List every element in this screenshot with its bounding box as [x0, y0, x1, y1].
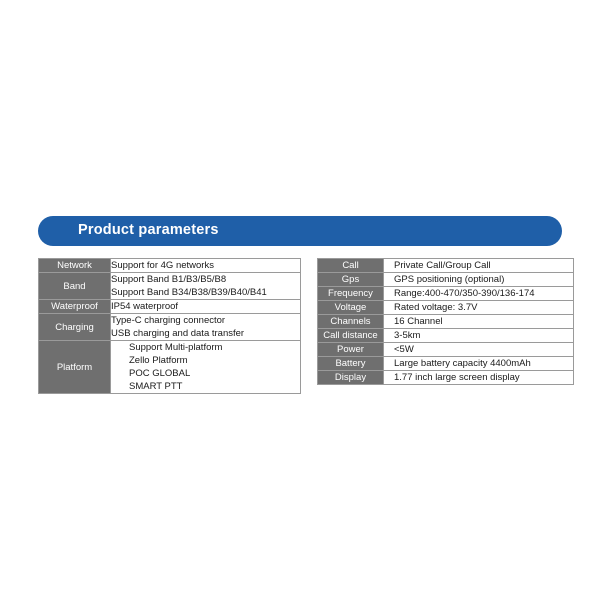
table-row [39, 259, 301, 273]
parameters-tables [38, 258, 572, 394]
spec-value-line: Support Band B1/B3/B5/B8 [111, 274, 227, 285]
spec-value [384, 343, 574, 357]
spec-label: Call [318, 259, 384, 273]
table-row [39, 314, 301, 341]
spec-label: Voltage [318, 301, 384, 315]
spec-value-line: 3-5km [394, 330, 421, 341]
spec-value [384, 357, 574, 371]
spec-value-line: 1.77 inch large screen display [394, 372, 520, 383]
table-row [318, 301, 574, 315]
left-spec-table [38, 258, 301, 394]
spec-value-line: Support Band B34/B38/B39/B40/B41 [111, 287, 267, 298]
spec-value [384, 371, 574, 385]
spec-value [384, 315, 574, 329]
spec-value-line: <5W [394, 344, 414, 355]
spec-value-line: Large battery capacity 4400mAh [394, 358, 531, 369]
spec-label: Platform [39, 341, 111, 394]
spec-value-line: Private Call/Group Call [394, 260, 491, 271]
spec-value-line: Range:400-470/350-390/136-174 [394, 288, 535, 299]
spec-value-line: Rated voltage: 3.7V [394, 302, 478, 313]
right-spec-table [317, 258, 574, 385]
section-header-banner [38, 216, 562, 246]
table-row [318, 315, 574, 329]
spec-value-line: Support Multi-platform [129, 342, 223, 353]
spec-value [111, 300, 301, 314]
table-row [318, 259, 574, 273]
spec-value [384, 287, 574, 301]
table-row [318, 273, 574, 287]
spec-label: Frequency [318, 287, 384, 301]
spec-label: Channels [318, 315, 384, 329]
table-row [318, 371, 574, 385]
spec-value [384, 329, 574, 343]
spec-label: Gps [318, 273, 384, 287]
spec-value-line: USB charging and data transfer [111, 328, 245, 339]
table-row [318, 357, 574, 371]
spec-value-line: 16 Channel [394, 316, 443, 327]
spec-label: Display [318, 371, 384, 385]
spec-value-line: GPS positioning (optional) [394, 274, 505, 285]
table-row [318, 329, 574, 343]
table-row [318, 287, 574, 301]
spec-value-line: Support for 4G networks [111, 260, 214, 271]
spec-value-line: IP54 waterproof [111, 301, 179, 312]
table-row [39, 300, 301, 314]
spec-value-line: SMART PTT [129, 381, 183, 392]
spec-value [111, 273, 301, 300]
spec-value [111, 259, 301, 273]
spec-label: Battery [318, 357, 384, 371]
spec-value [384, 301, 574, 315]
table-row [39, 273, 301, 300]
page-title: Product parameters [78, 222, 219, 238]
table-row [318, 343, 574, 357]
spec-value-line: Type-C charging connector [111, 315, 226, 326]
spec-value [384, 259, 574, 273]
spec-label: Power [318, 343, 384, 357]
spec-value [111, 341, 301, 394]
spec-value-line: POC GLOBAL [129, 368, 191, 379]
spec-label: Charging [39, 314, 111, 341]
spec-label: Network [39, 259, 111, 273]
spec-value [111, 314, 301, 341]
spec-label: Band [39, 273, 111, 300]
table-row [39, 341, 301, 394]
spec-value [384, 273, 574, 287]
spec-value-line: Zello Platform [129, 355, 188, 366]
spec-label: Call distance [318, 329, 384, 343]
spec-label: Waterproof [39, 300, 111, 314]
